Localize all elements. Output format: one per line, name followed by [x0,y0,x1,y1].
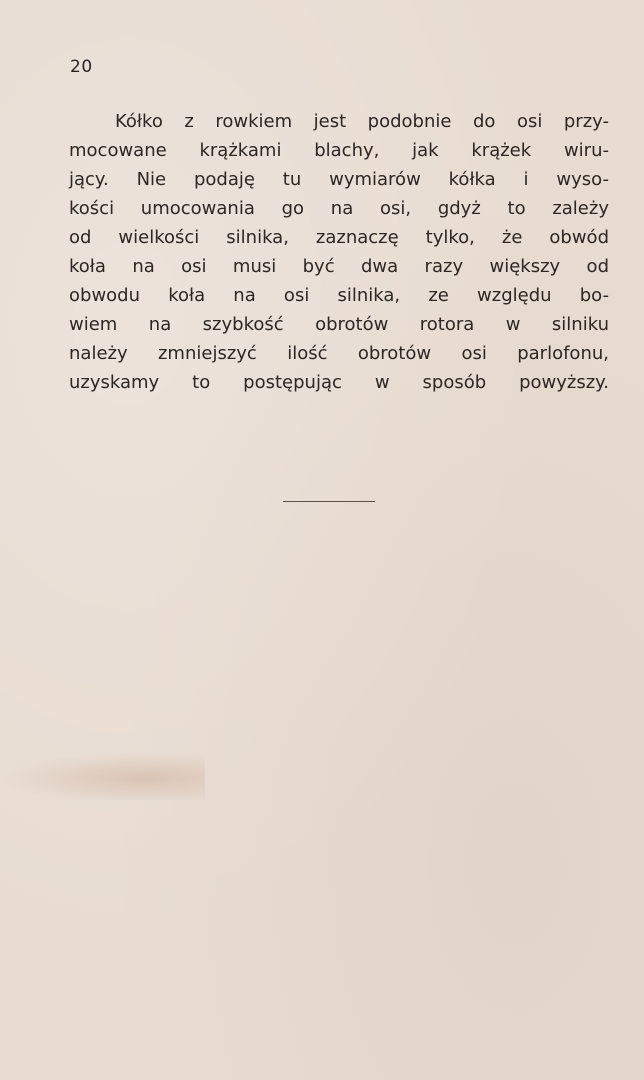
page-number: 20 [70,57,93,77]
text-line: kości umocowania go na osi, gdyż to zależy [69,198,609,219]
text-line: wiem na szybkość obrotów rotora w silniku [69,314,609,335]
text-line: uzyskamy to postępując w sposób powyższy. [69,372,609,393]
text-line: koła na osi musi być dwa razy większy od [69,256,609,277]
text-line: obwodu koła na osi silnika, ze względu bo- [69,285,609,306]
text-line: jący. Nie podaję tu wymiarów kółka i wyso- [69,169,609,190]
text-line: należy zmniejszyć ilość obrotów osi parlofonu, [69,343,609,364]
text-line: od wielkości silnika, zaznaczę tylko, że obwód [69,227,609,248]
paper-stain [0,752,205,800]
text-line: mocowane krążkami blachy, jak krążek wiru- [69,140,609,161]
body-paragraph [69,107,609,397]
text-line: Kółko z rowkiem jest podobnie do osi przy- [115,111,609,132]
section-divider [283,501,375,502]
